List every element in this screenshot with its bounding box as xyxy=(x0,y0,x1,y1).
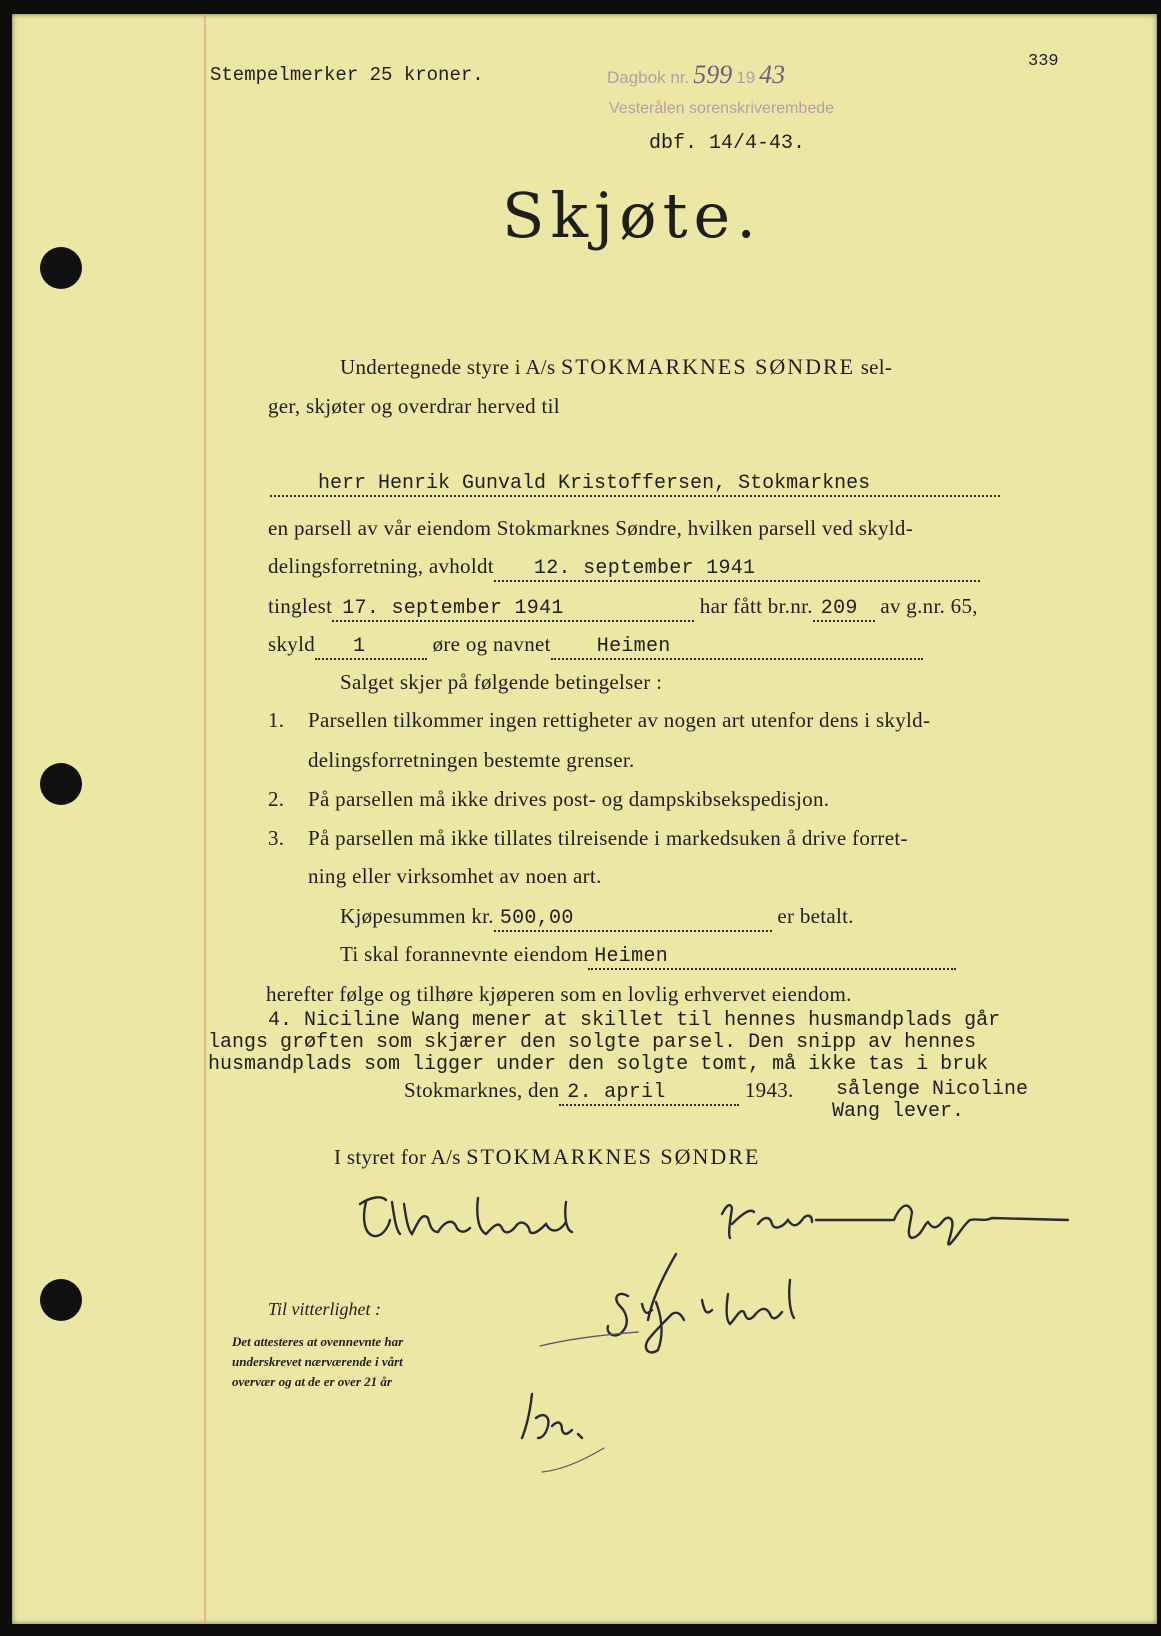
parcel-line-1: en parsell av vår eiendom Stokmarknes Søndre, hvilken parsell ved skyld- xyxy=(268,516,914,540)
addendum-line-5: Wang lever. xyxy=(832,1100,965,1123)
condition-1-line-2: delingsforretningen bestemte grenser. xyxy=(308,748,635,772)
brnr-label: har fått br.nr. xyxy=(699,594,813,618)
witness-line-1: Det attesteres at ovennevnte har xyxy=(232,1334,404,1349)
condition-3-number: 3. xyxy=(268,826,285,850)
stamp-number: 599 xyxy=(693,60,733,89)
tinglest-label: tinglest xyxy=(268,594,333,618)
page-number: 339 xyxy=(1028,52,1059,71)
witness-initials xyxy=(512,1386,632,1476)
addendum-line-4: sålenge Nicoline xyxy=(836,1078,1029,1101)
payment-line xyxy=(340,904,854,932)
signature-karl-berger xyxy=(712,1184,1092,1254)
witness-line-3: overvær og at de er over 21 år xyxy=(232,1374,392,1389)
condition-3-line-2: ning eller virksomhet av noen art. xyxy=(308,864,602,888)
brnr-value: 209 xyxy=(813,597,875,622)
parcel-line-3 xyxy=(268,594,978,622)
stamp-office: Vesterålen sorenskriverembede xyxy=(609,100,835,117)
addendum-line-2: langs grøften som skjærer den solgte parsel. Den snipp av hennes xyxy=(208,1031,977,1054)
signature-einar-lund xyxy=(352,1182,612,1252)
tinglest-date: 17. september 1941 xyxy=(332,597,694,622)
payment-amount: 500,00 xyxy=(494,907,772,932)
gnr-label: av g.nr. 65, xyxy=(880,594,978,618)
intro-text: Undertegnede styre i xyxy=(340,355,521,379)
stamp-year-prefix: 19 xyxy=(736,68,756,87)
document-title: Skjøte. xyxy=(502,179,762,252)
payment-suffix: er betalt. xyxy=(777,904,854,928)
punch-hole xyxy=(40,247,82,289)
condition-2-line-1: På parsellen må ikke drives post- og dampskibsekspedisjon. xyxy=(308,787,830,811)
transfer-line-1 xyxy=(340,942,956,970)
dateline xyxy=(404,1078,794,1106)
condition-1-number: 1. xyxy=(268,708,285,732)
board-company-name: STOKMARKNES SØNDRE xyxy=(466,1144,761,1169)
witness-heading: Til vitterlighet : xyxy=(268,1299,381,1319)
registry-stamp xyxy=(607,60,785,90)
skyld-value: 1 xyxy=(315,635,427,660)
intro-line-1 xyxy=(340,354,892,380)
held-label: delingsforretning, avholdt xyxy=(268,554,494,578)
margin-rule xyxy=(204,14,206,1624)
skyld-label: skyld xyxy=(268,632,316,656)
parcel-line-2 xyxy=(268,554,980,582)
name-label: øre og navnet xyxy=(432,632,551,656)
registration-note: dbf. 14/4-43. xyxy=(649,132,806,155)
signature-sigurd-lund xyxy=(532,1250,862,1360)
transfer-label: Ti skal forannevnte eiendom xyxy=(340,942,589,966)
document-page xyxy=(12,14,1157,1624)
stamp-label: Dagbok nr. xyxy=(607,68,690,87)
addendum-line-1: 4. Niciline Wang mener at skillet til hennes husmandplads går xyxy=(268,1009,1001,1032)
buyer-name: herr Henrik Gunvald Kristoffersen, Stokmarknes xyxy=(270,472,1000,497)
payment-label: Kjøpesummen kr. xyxy=(340,904,494,928)
intro-line-2: ger, skjøter og overdrar herved til xyxy=(268,394,560,418)
company-form: A/s xyxy=(525,355,556,379)
intro-hyphen: sel- xyxy=(860,355,893,379)
dateline-year: 43. xyxy=(766,1078,794,1102)
transfer-line-2: herefter følge og tilhøre kjøperen som en lovlig erhvervet eiendom. xyxy=(266,982,852,1006)
held-date: 12. september 1941 xyxy=(494,557,980,582)
punch-hole xyxy=(40,763,82,805)
condition-3-line-1: På parsellen må ikke tillates tilreisende i markedsuken å drive forret- xyxy=(308,826,908,850)
board-company-form: A/s xyxy=(430,1145,461,1169)
punch-hole xyxy=(40,1279,82,1321)
company-name: STOKMARKNES SØNDRE xyxy=(560,354,856,379)
dateline-day: 2. april xyxy=(559,1081,739,1106)
dateline-year-prefix: 19 xyxy=(744,1078,767,1102)
property-name: Heimen xyxy=(551,635,923,660)
condition-2-number: 2. xyxy=(268,787,285,811)
condition-1-line-1: Parsellen tilkommer ingen rettigheter av nogen art utenfor dens i skyld- xyxy=(308,708,931,732)
stamp-duty-note: Stempelmerker 25 kroner. xyxy=(210,64,484,86)
dateline-place: Stokmarknes, den xyxy=(404,1078,560,1102)
stamp-year: 43 xyxy=(759,60,786,89)
board-label: I styret for xyxy=(334,1145,427,1169)
buyer-line xyxy=(270,472,1000,497)
addendum-line-3: husmandplads som ligger under den solgte tomt, må ikke tas i bruk xyxy=(208,1053,989,1076)
parcel-line-4 xyxy=(268,632,923,660)
witness-line-2: underskrevet nærværende i vårt xyxy=(232,1354,403,1369)
board-line xyxy=(334,1144,760,1170)
conditions-heading: Salget skjer på følgende betingelser : xyxy=(340,670,663,694)
transfer-property: Heimen xyxy=(588,945,956,970)
